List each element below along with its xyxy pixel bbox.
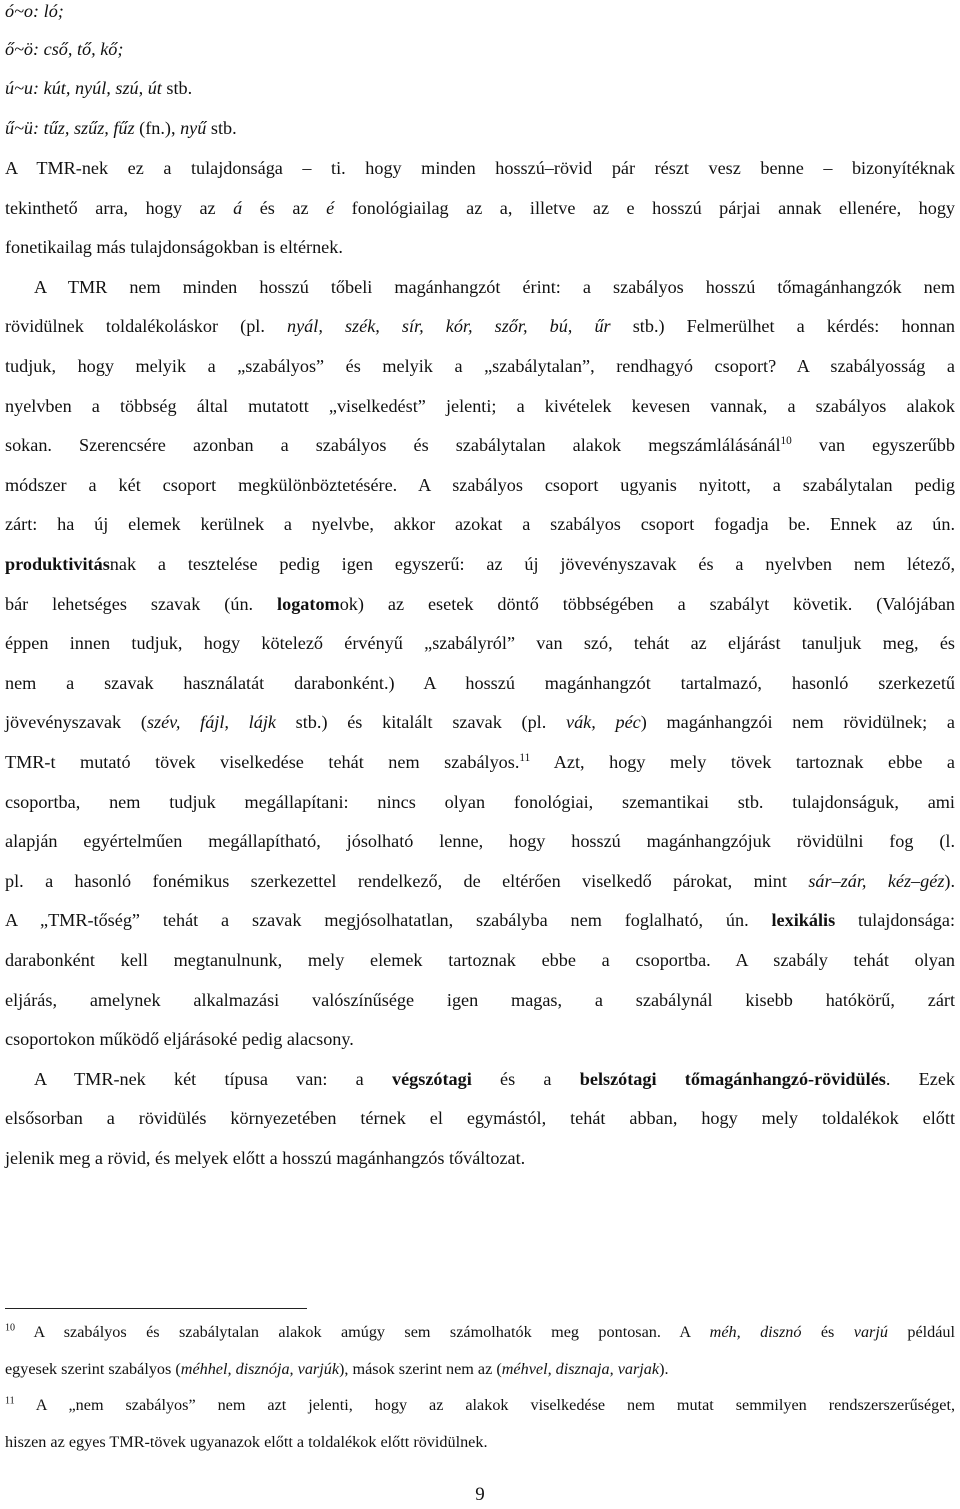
footnote-separator [5,1308,307,1309]
paragraph-2-line-7: zárt: ha új elemek kerülnek a nyelvbe, akkor azokat a szabályos csoport fogadja be. Ennek az ún. [5,514,955,534]
paragraph-2-line-8: produktivitásnak a tesztelése pedig igen egyszerű: az új jövevényszavak és a nyelvben nem létező, [5,554,955,574]
paragraph-2-line-19: eljárás, amelynek alkalmazási valószínűsége igen magas, a szabálynál kisebb hatókörű, zárt [5,990,955,1010]
footnote-11-number: 11 [5,1395,15,1407]
paragraph-1-line-2: tekinthető arra, hogy az á és az é fonológiailag az a, illetve az e hosszú párjai annak ellenére, hogy [5,198,956,218]
paragraph-2-line-18: darabonként kell megtanulnunk, mely elemek tartoznak ebbe a csoportba. A szabály tehát olyan [5,950,955,970]
vowel-pair-ue: ű~ü: tűz, szűz, fűz (fn.), nyű stb. [5,118,237,138]
paragraph-2-line-1: A TMR nem minden hosszú tőbeli magánhangzót érint: a szabályos hosszú tőmagánhangzók nem [34,277,955,297]
paragraph-2-line-11: nem a szavak használatát darabonként.) A hosszú magánhangzót tartalmazó, hasonló szerkezetű [5,673,955,693]
paragraph-2-line-12: jövevényszavak (szév, fájl, lájk stb.) és kitalált szavak (pl. vák, péc) magánhangzói nem rövidülnek; a [5,712,955,732]
paragraph-2-line-9: bár lehetséges szavak (ún. logatomok) az esetek döntő többségében a szabályt követik. (Valójában [5,594,955,614]
paragraph-2-line-14: csoportba, nem tudjuk megállapítani: nincs olyan fonológiai, szemantikai stb. tulajdonságuk, ami [5,792,955,812]
footnote-ref-11: 11 [519,751,531,764]
page-number: 9 [475,1484,485,1505]
paragraph-2-line-10: éppen innen tudjuk, hogy kötelező érvényű „szabályról” van szó, tehát az eljárást tanuljuk meg, és [5,633,955,653]
paragraph-2-line-15: alapján egyértelműen megállapítható, jósolható lenne, hogy hosszú magánhangzójuk rövidülni fog (l. [5,831,955,851]
vowel-pair-u: ú~u: kút, nyúl, szú, út stb. [5,78,193,98]
footnote-11-line-2: hiszen az egyes TMR-tövek ugyanazok előtt a toldalékok előtt rövidülnek. [5,1433,488,1451]
paragraph-2-line-6: módszer a két csoport megkülönböztetésére. A szabályos csoport ugyanis nyitott, a szabálytalan pedig [5,475,955,495]
footnote-11-line-1: $^{11}$ A „nem szabályos” nem azt jelenti, hogy az alakok viselkedése nem mutat semmilyen rendszerszerűséget, [5,1395,955,1414]
paragraph-2-line-17: A „TMR-tőség” tehát a szavak megjósolhatatlan, szabályba nem foglalható, ún. lexikális tulajdonsága: [5,910,955,930]
paragraph-2-line-2: rövidülnek toldalékoláskor (pl. nyál, szék, sír, kór, szőr, bú, űr stb.) Felmerülhet a kérdés: honnan [5,316,955,336]
vowel-pair-o: ó~o: ló; [5,1,64,21]
paragraph-3-line-3: jelenik meg a rövid, és melyek előtt a hosszú magánhangzós tőváltozat. [5,1148,526,1168]
paragraph-1-line-1: A TMR-nek ez a tulajdonsága – ti. hogy minden hosszú–rövid pár részt vesz benne – bizonyítéknak [5,158,955,178]
footnote-10-number: 10 [5,1322,16,1334]
paragraph-3-line-2: elsősorban a rövidülés környezetében térnek el egymástól, tehát abban, hogy mely toldalékok előtt [5,1108,955,1128]
paragraph-2-line-3: tudjuk, hogy melyik a „szabályos” és melyik a „szabálytalan”, rendhagyó csoport? A szabályosság a [5,356,955,376]
paragraph-2-line-5: sokan. Szerencsére azonban a szabályos és szabálytalan alakok megszámlálásánál$^{10}$ van egyszerűbb [5,434,955,455]
vowel-pair-oe: ő~ö: cső, tő, kő; [5,39,124,59]
paragraph-3-line-1: A TMR-nek két típusa van: a végszótagi és a belszótagi tőmagánhangzó-rövidülés. Ezek [34,1069,955,1089]
footnote-ref-10: 10 [780,434,792,447]
paragraph-2-line-16: pl. a hasonló fonémikus szerkezettel rendelkező, de eltérően viselkedő párokat, mint sár–zár, kéz–géz). [5,871,956,891]
paragraph-2-line-20: csoportokon működő eljárásoké pedig alacsony. [5,1029,354,1049]
paragraph-2-line-13: TMR-t mutató tövek viselkedése tehát nem szabályos.$^{11}$ Azt, hogy mely tövek tartoznak ebbe a [5,751,955,772]
footnote-10-line-1: $^{10}$ A szabályos és szabálytalan alakok amúgy sem számolhatók meg pontosan. A méh, disznó és varjú például [5,1322,955,1341]
paragraph-1-line-3: fonetikailag más tulajdonságokban is eltérnek. [5,237,343,257]
paragraph-2-line-4: nyelvben a többség által mutatott „viselkedést” jelenti; a kivételek kevesen vannak, a szabályos alakok [5,396,955,416]
footnote-10-line-2: egyesek szerint szabályos (méhhel, disznója, varjúk), mások szerint nem az (méhvel, disznaja, varjak). [5,1360,669,1378]
